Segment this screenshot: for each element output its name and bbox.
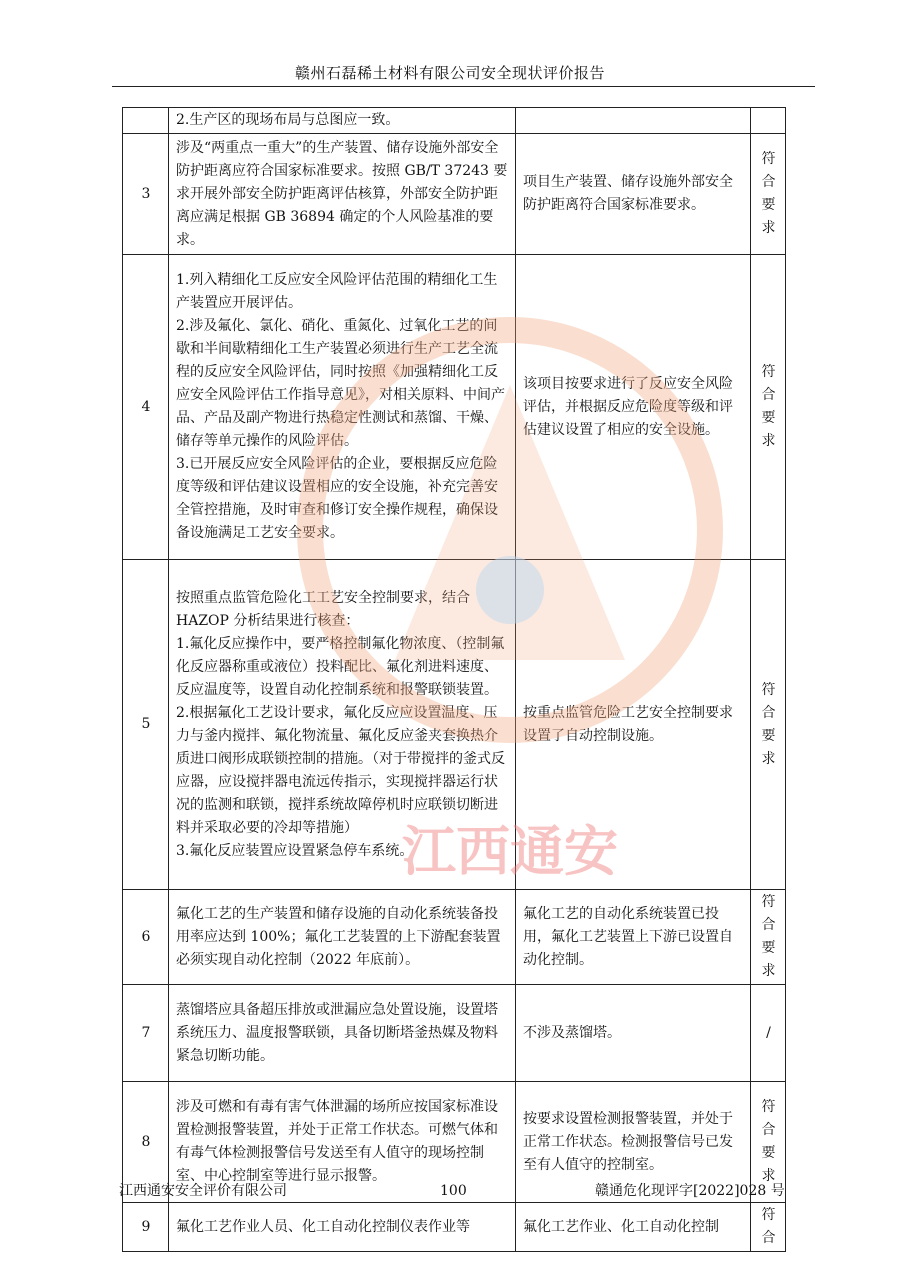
table-row [123,108,786,134]
verdict-cell [751,108,786,134]
result-cell: 该项目按要求进行了反应安全风险评估，并根据反应危险度等级和评估建议设置了相应的安全设施。 [516,255,751,560]
table-row [123,890,786,985]
requirement-cell [169,255,516,560]
requirement-paragraph: 蒸馏塔应具备超压排放或泄漏应急处置设施，设置塔系统压力、温度报警联锁，具备切断塔釜热媒及物料紧急切断功能。 [176,1001,498,1064]
requirement-paragraph: 2.根据氟化工艺设计要求，氟化反应应设置温度、压力与釜内搅拌、氟化物流量、氟化反应釜夹套换热介质进口阀形成联锁控制的措施。（对于带搅拌的釜式反应器，应设搅拌器电流远传指示，实现搅拌器运行状况的监测和联锁，搅拌系统故障停机时应联锁切断进料并采取必要的冷却等措施） [176,704,505,836]
requirement-paragraph: 2.涉及氟化、氯化、硝化、重氮化、过氧化工艺的间歇和半间歇精细化工生产装置必须进行生产工艺全流程的反应安全风险评估，同时按照《加强精细化工反应安全风险评估工作指导意见》，对相关原料、中间产品、产品及副产物进行热稳定性测试和蒸馏、干燥、储存等单元操作的风险评估。 [176,318,505,449]
table-row [123,985,786,1082]
header-rule [112,86,815,87]
requirement-paragraph: 1.列入精细化工反应安全风险评估范围的精细化工生产装置应开展评估。 [176,272,498,311]
requirement-cell [169,1203,516,1252]
table-row [123,255,786,560]
row-number: 5 [123,560,169,890]
verdict-cell: 符合要求 [751,134,786,255]
table-row [123,134,786,255]
verdict-cell: 符合要求 [751,255,786,560]
requirement-paragraph: 氟化工艺作业人员、化工自动化控制仪表作业等 [176,1218,470,1235]
requirement-paragraph: 2.生产区的现场布局与总图应一致。 [176,112,400,128]
evaluation-table [122,107,786,1252]
row-number: 6 [123,890,169,985]
verdict-cell: 符合要求 [751,560,786,890]
requirement-paragraph: 按照重点监管危险化工工艺安全控制要求，结合 HAZOP 分析结果进行核查： [176,589,470,629]
requirement-cell [169,134,516,255]
requirement-cell [169,560,516,890]
row-number: 8 [123,1082,169,1203]
requirement-paragraph: 3.氟化反应装置应设置紧急停车系统。 [176,842,414,859]
verdict-cell: 符合要求 [751,1082,786,1203]
footer-company: 江西通安安全评价有限公司 [119,1183,287,1199]
result-cell: 不涉及蒸馏塔。 [516,985,751,1082]
verdict-cell: 符合要求 [751,890,786,985]
result-cell: 氟化工艺作业、化工自动化控制 [516,1203,751,1252]
footer-page-number: 100 [440,1183,467,1199]
verdict-cell: 符合 [751,1203,786,1252]
row-number: 9 [123,1203,169,1252]
table-row [123,560,786,890]
requirement-paragraph: 涉及“两重点一重大”的生产装置、储存设施外部安全防护距离应符合国家标准要求。按照 GB/T 37243 要求开展外部安全防护距离评估核算，外部安全防护距离应满足根据 GB 36894 确定的个人风险基准的要求。 [176,139,508,248]
requirement-cell [169,985,516,1082]
result-cell: 按要求设置检测报警装置，并处于正常工作状态。检测报警信号已发至有人值守的控制室。 [516,1082,751,1203]
row-number [123,108,169,134]
result-cell [516,108,751,134]
row-number: 3 [123,134,169,255]
result-cell: 按重点监管危险工艺安全控制要求设置了自动控制设施。 [516,560,751,890]
requirement-paragraph: 1.氟化反应操作中，要严格控制氟化物浓度、（控制氟化反应器称重或液位）投料配比、氟化剂进料速度、反应温度等，设置自动化控制系统和报警联锁装置。 [176,635,505,698]
page-header-title: 赣州石磊稀土材料有限公司安全现状评价报告 [294,64,605,82]
requirement-paragraph: 氟化工艺的生产装置和储存设施的自动化系统装备投用率应达到 100%；氟化工艺装置的上下游配套装置必须实现自动化控制（2022 年底前）。 [176,905,501,968]
footer-document-code: 赣通危化现评字[2022]028 号 [595,1183,785,1199]
requirement-cell [169,890,516,985]
result-cell: 项目生产装置、储存设施外部安全防护距离符合国家标准要求。 [516,134,751,255]
verdict-cell: / [751,985,786,1082]
seal-center-text: 江西通安 [402,820,618,883]
row-number: 4 [123,255,169,560]
requirement-paragraph: 涉及可燃和有毒有害气体泄漏的场所应按国家标准设置检测报警装置，并处于正常工作状态。可燃气体和有毒气体检测报警信号发送至有人值守的现场控制室、中心控制室等进行显示报警。 [176,1099,498,1184]
row-number: 7 [123,985,169,1082]
requirement-cell [169,108,516,134]
result-cell: 氟化工艺的自动化系统装置已投用，氟化工艺装置上下游已设置自动化控制。 [516,890,751,985]
table-row [123,1203,786,1252]
requirement-paragraph: 3.已开展反应安全风险评估的企业，要根据反应危险度等级和评估建议设置相应的安全设施，补充完善安全管控措施，及时审查和修订安全操作规程，确保设备设施满足工艺安全要求。 [176,456,498,541]
